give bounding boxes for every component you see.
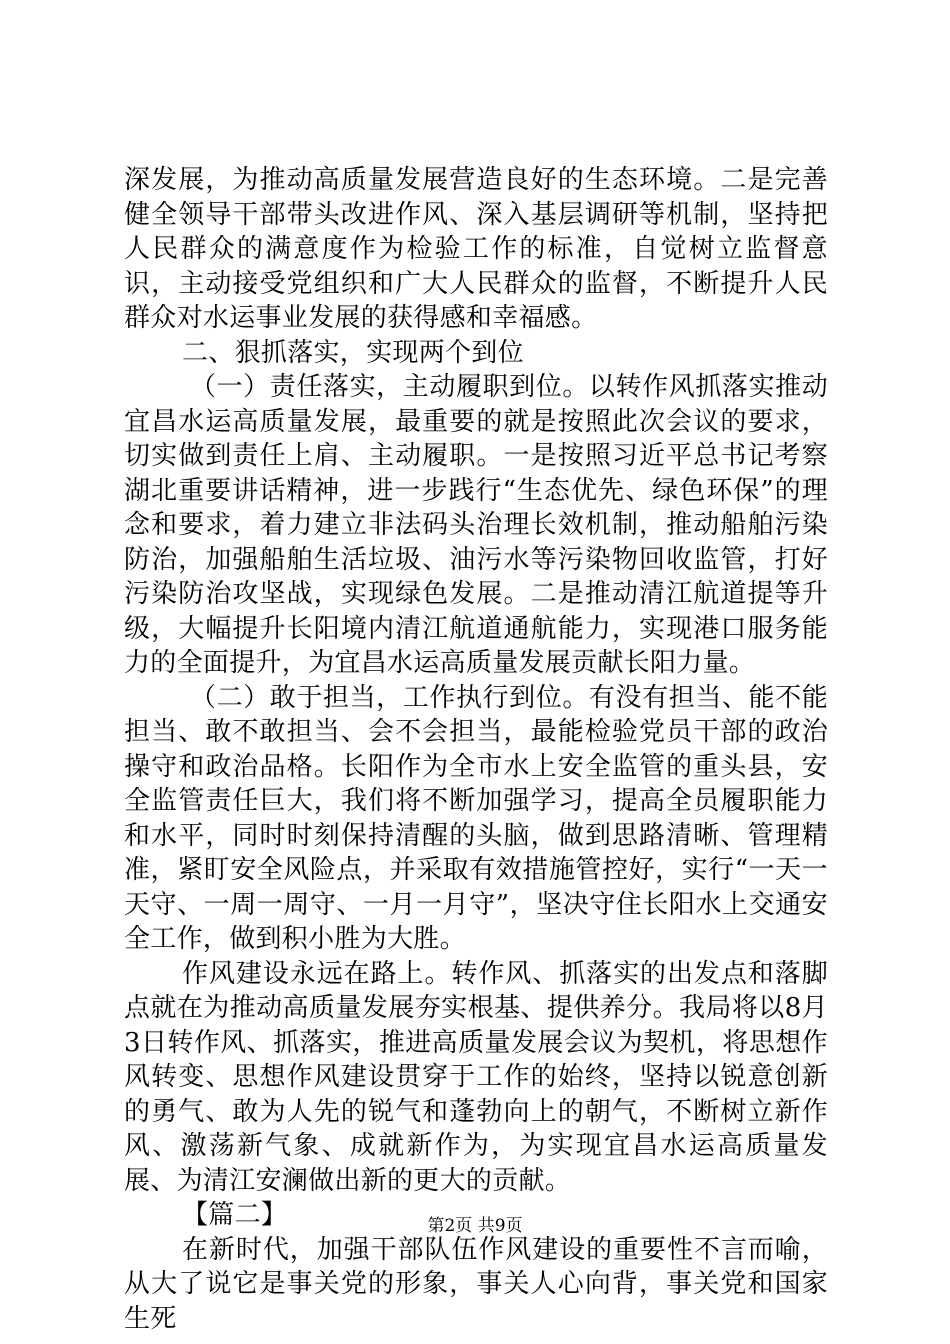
section-heading: 二、狠抓落实，实现两个到位 [182,337,524,368]
document-body [124,163,828,1336]
page-footer: 第2页 共9页 [427,1216,523,1236]
paragraph-conclusion: 作风建设永远在路上。转作风、抓落实的出发点和落脚点就在为推动高质量发展夯实根基、提供养分。我局将以8月3日转作风、抓落实，推进高质量发展会议为契机，将思想作风转变、思想作风建设贯穿于工作的始终，坚持以锐意创新的勇气、敢为人先的锐气和蓬勃向上的朝气，不断树立新作风、激荡新气象、成就新作为，为实现宜昌水运高质量发展、为清江安澜做出新的更大的贡献。 [124,958,828,1196]
paragraph-accountability: （二）敢于担当，工作执行到位。有没有担当、能不能担当、敢不敢担当、会不会担当，最能检验党员干部的政治操守和政治品格。长阳作为全市水上安全监管的重头县，安全监管责任巨大，我们将不断加强学习，提高全员履职能力和水平，同时时刻保持清醒的头脑，做到思路清晰、管理精准，紧盯安全风险点，并采取有效措施管控好，实行“一天一天守、一周一周守、一月一月守”，坚决守住长阳水上交通安全工作，做到积小胜为大胜。 [124,682,828,954]
paragraph-continuation: 深发展，为推动高质量发展营造良好的生态环境。二是完善健全领导干部带头改进作风、深入基层调研等机制，坚持把人民群众的满意度作为检验工作的标准，自觉树立监督意识，主动接受党组织和广大人民群众的监督，不断提升人民群众对水运事业发展的获得感和幸福感。 [124,165,828,333]
paragraph-responsibility: （一）责任落实，主动履职到位。以转作风抓落实推动宜昌水运高质量发展，最重要的就是按照此次会议的要求，切实做到责任上肩、主动履职。一是按照习近平总书记考察湖北重要讲话精神，进一步践行“生态优先、绿色环保”的理念和要求，着力建立非法码头治理长效机制，推动船舶污染防治，加强船舶生活垃圾、油污水等污染物回收监管，打好污染防治攻坚战，实现绿色发展。二是推动清江航道提等升级，大幅提升长阳境内清江航道通航能力，实现港口服务能力的全面提升，为宜昌水运高质量发展贡献长阳力量。 [124,372,828,678]
part-two-heading: 【篇二】 [182,1200,288,1230]
paragraph-part-two: 在新时代，加强干部队伍作风建设的重要性不言而喻，从大了说它是事关党的形象，事关人心向背，事关党和国家生死 [124,1234,828,1334]
